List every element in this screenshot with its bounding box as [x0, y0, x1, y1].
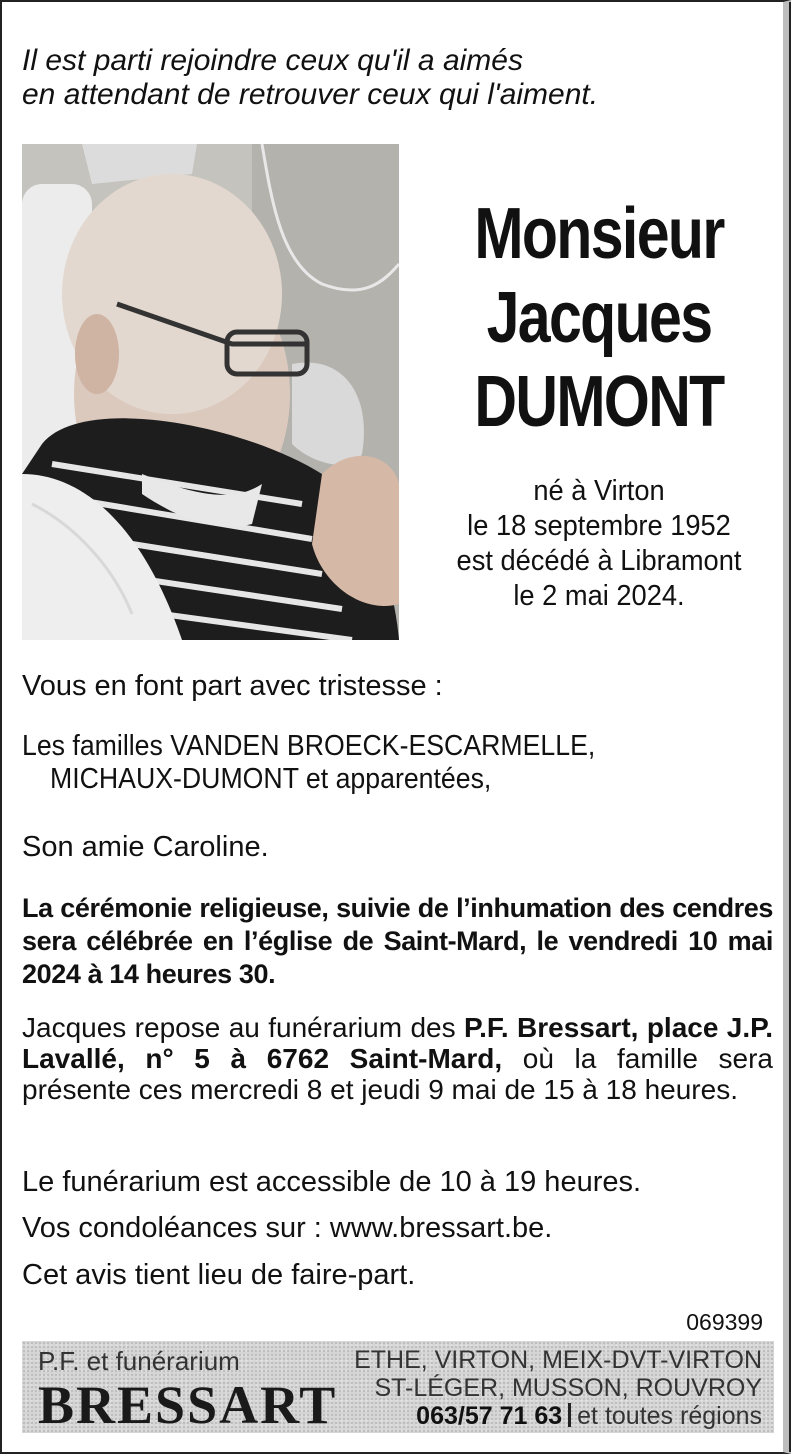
families-line-2: MICHAUX-DUMONT et apparentées, [50, 763, 492, 795]
access-hours: Le funérarium est accessible de 10 à 19 heures. [22, 1166, 642, 1198]
name-title: Monsieur [474, 194, 724, 274]
death-date: le 2 mai 2024. [513, 580, 685, 612]
birth-death-info [417, 474, 781, 614]
banner-subtitle: P.F. et funérarium [38, 1346, 240, 1376]
epigraph-line-1: Il est parti rejoindre ceux qu'il a aimés [22, 44, 523, 77]
portrait-illustration [22, 144, 399, 640]
separator-bar [568, 1403, 571, 1427]
families-list [22, 730, 773, 796]
notice-line: Cet avis tient lieu de faire-part. [22, 1259, 416, 1291]
families-line-1: Les familles VANDEN BROECK-ESCARMELLE, [22, 730, 596, 762]
name-last: DUMONT [474, 362, 724, 442]
banner-locations-1: ETHE, VIRTON, MEIX-DVT-VIRTON [354, 1346, 762, 1374]
name-first: Jacques [486, 278, 712, 358]
ceremony-details: La cérémonie religieuse, suivie de l’inhumation des cendres sera célébrée en l’église de Saint-Mard, le vendredi 10 mai 2024 à 14 heures 30. [22, 893, 773, 989]
funeral-home-banner [22, 1341, 774, 1433]
funeral-home-address: P.F. Bressart, place J.P. Lavallé, n° 5 à 6762 Saint-Mard, [22, 1012, 774, 1074]
birth-date: le 18 septembre 1952 [467, 510, 731, 542]
funeral-home-text-a: Jacques repose au funérarium des [22, 1012, 464, 1043]
deceased-name [417, 192, 781, 444]
banner-regions: et toutes régions [577, 1402, 762, 1430]
reference-number: 069399 [686, 1309, 763, 1335]
death-place: est décédé à Libramont [456, 545, 742, 577]
epigraph [22, 44, 742, 112]
bressart-logo: BRESSART [38, 1375, 338, 1435]
epigraph-line-2: en attendant de retrouver ceux qui l'aiment. [22, 78, 599, 111]
funeral-home-text-b: où la famille sera présente ces mercredi 8 et jeudi 9 mai de 15 à 18 heures. [22, 1043, 773, 1105]
banner-locations-2: ST-LÉGER, MUSSON, ROUVROY [374, 1374, 762, 1402]
birth-place: né à Virton [533, 475, 665, 507]
banner-contact [354, 1346, 762, 1430]
funeral-home-details [22, 1012, 773, 1105]
condolences-line: Vos condoléances sur : www.bressart.be. [22, 1212, 553, 1244]
announcement-intro: Vous en font part avec tristesse : [22, 670, 443, 702]
banner-phone: 063/57 71 63 [416, 1402, 563, 1430]
portrait-photo [22, 144, 399, 640]
friend-line: Son amie Caroline. [22, 831, 269, 863]
